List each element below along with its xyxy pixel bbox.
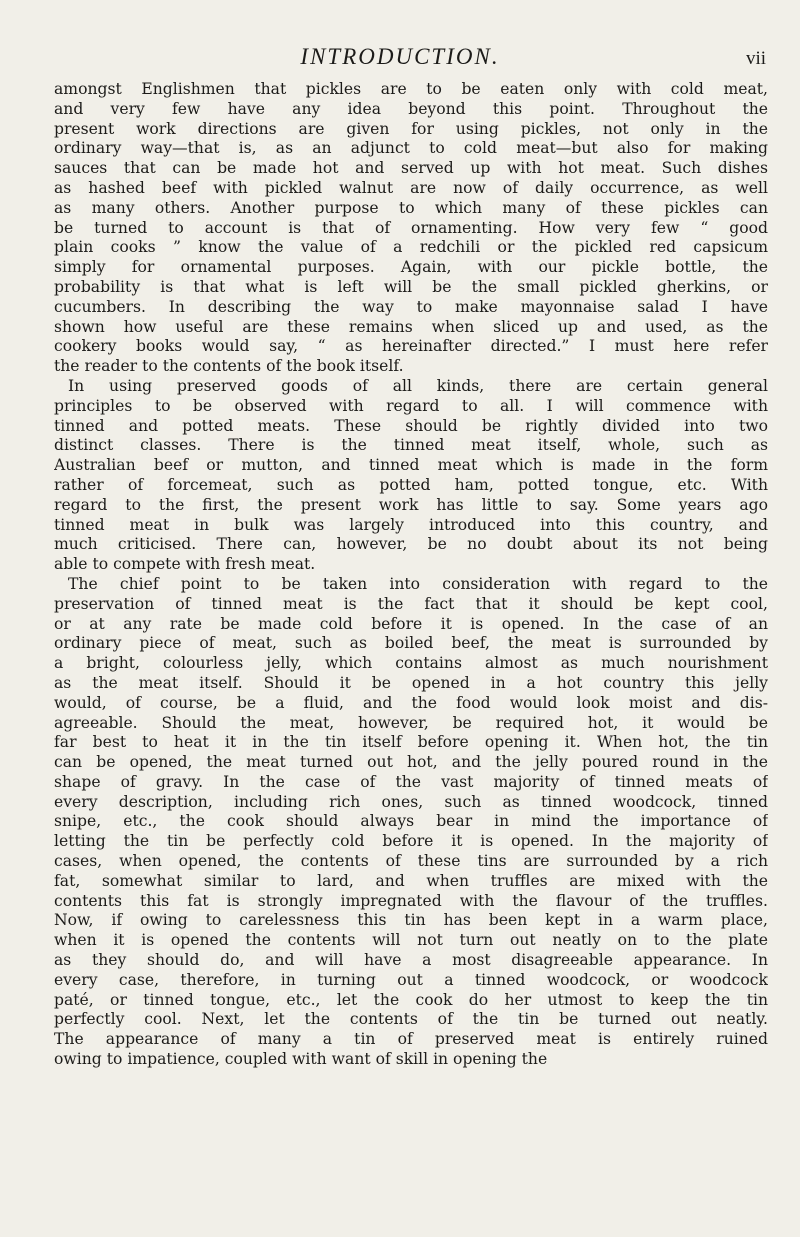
text-line: every description, including rich ones, such as tinned woodcock, tinned <box>54 792 768 811</box>
text-line: every case, therefore, in turning out a tinned woodcock, or woodcock <box>54 970 768 989</box>
text-line: ordinary way—that is, as an adjunct to cold meat—but also for making <box>54 139 768 158</box>
text-line: Australian beef or mutton, and tinned meat which is made in the form <box>54 456 768 475</box>
text-line: agreeable. Should the meat, however, be required hot, it would be <box>54 713 768 732</box>
text-line: tinned meat in bulk was largely introduced into this country, and <box>54 515 768 534</box>
text-line: ordinary piece of meat, such as boiled beef, the meat is surrounded by <box>54 634 768 653</box>
text-line: owing to impatience, coupled with want of skill in opening the <box>54 1050 548 1069</box>
text-line: as the meat itself. Should it be opened in a hot country this jelly <box>54 673 768 692</box>
text-line: sauces that can be made hot and served up with hot meat. Such dishes <box>54 159 768 178</box>
text-line: perfectly cool. Next, let the contents of the tin be turned out neatly. <box>54 1010 768 1029</box>
text-line: Now, if owing to carelessness this tin has been kept in a warm place, <box>54 911 768 930</box>
text-line: plain cooks ” know the value of a redchili or the pickled red capsicum <box>54 238 768 257</box>
running-title: INTRODUCTION. <box>300 44 500 69</box>
text-line: present work directions are given for using pickles, not only in the <box>54 119 768 138</box>
text-line: as hashed beef with pickled walnut are now of daily occurrence, as well <box>54 178 768 197</box>
text-line: cases, when opened, the contents of these tins are surrounded by a rich <box>54 852 768 871</box>
text-line: paté, or tinned tongue, etc., let the cook do her utmost to keep the tin <box>54 990 768 1009</box>
text-line: shape of gravy. In the case of the vast majority of tinned meats of <box>54 772 768 791</box>
text-line: fat, somewhat similar to lard, and when truffles are mixed with the <box>54 871 768 890</box>
text-line: tinned and potted meats. These should be rightly divided into two <box>54 416 768 435</box>
page-number: vii <box>745 48 766 69</box>
text-line: simply for ornamental purposes. Again, with our pickle bottle, the <box>54 258 768 277</box>
text-line: and very few have any idea beyond this point. Throughout the <box>54 99 768 118</box>
running-head <box>0 44 800 74</box>
text-line: able to compete with fresh meat. <box>54 555 316 574</box>
text-line: regard to the first, the present work has little to say. Some years ago <box>54 495 768 514</box>
paragraph <box>54 575 768 1070</box>
text-line: snipe, etc., the cook should always bear in mind the importance of <box>54 812 768 831</box>
text-line: be turned to account is that of ornamenting. How very few “ good <box>54 218 768 237</box>
text-line: preservation of tinned meat is the fact that it should be kept cool, <box>54 594 768 613</box>
text-line: or at any rate be made cold before it is opened. In the case of an <box>54 614 768 633</box>
text-line: when it is opened the contents will not turn out neatly on to the plate <box>54 931 768 950</box>
text-line: can be opened, the meat turned out hot, and the jelly poured round in the <box>54 753 768 772</box>
body-text <box>54 80 768 1070</box>
text-line: probability is that what is left will be the small pickled gherkins, or <box>54 277 768 296</box>
text-line: The appearance of many a tin of preserved meat is entirely ruined <box>54 1030 768 1049</box>
text-line: The chief point to be taken into consideration with regard to the <box>68 574 768 593</box>
text-line: shown how useful are these remains when sliced up and used, as the <box>54 317 768 336</box>
text-line: would, of course, be a fluid, and the food would look moist and dis- <box>54 693 768 712</box>
text-line: rather of forcemeat, such as potted ham, potted tongue, etc. With <box>54 475 768 494</box>
text-line: cookery books would say, “ as hereinafter directed.” I must here refer <box>54 337 768 356</box>
text-line: principles to be observed with regard to all. I will commence with <box>54 396 768 415</box>
text-line: as many others. Another purpose to which many of these pickles can <box>54 198 768 217</box>
text-line: amongst Englishmen that pickles are to be eaten only with cold meat, <box>54 80 768 98</box>
text-line: distinct classes. There is the tinned meat itself, whole, such as <box>54 436 768 455</box>
paragraph <box>54 80 768 377</box>
text-line: the reader to the contents of the book itself. <box>54 357 404 376</box>
text-line: letting the tin be perfectly cold before it is opened. In the majority of <box>54 832 768 851</box>
text-line: In using preserved goods of all kinds, there are certain general <box>68 376 768 395</box>
text-line: a bright, colourless jelly, which contains almost as much nourishment <box>54 654 768 673</box>
text-line: contents this fat is strongly impregnated with the flavour of the truffles. <box>54 891 768 910</box>
text-line: as they should do, and will have a most disagreeable appearance. In <box>54 951 768 970</box>
paragraph <box>54 377 768 575</box>
text-line: far best to heat it in the tin itself before opening it. When hot, the tin <box>54 733 768 752</box>
text-line: cucumbers. In describing the way to make mayonnaise salad I have <box>54 297 768 316</box>
text-line: much criticised. There can, however, be no doubt about its not being <box>54 535 768 554</box>
